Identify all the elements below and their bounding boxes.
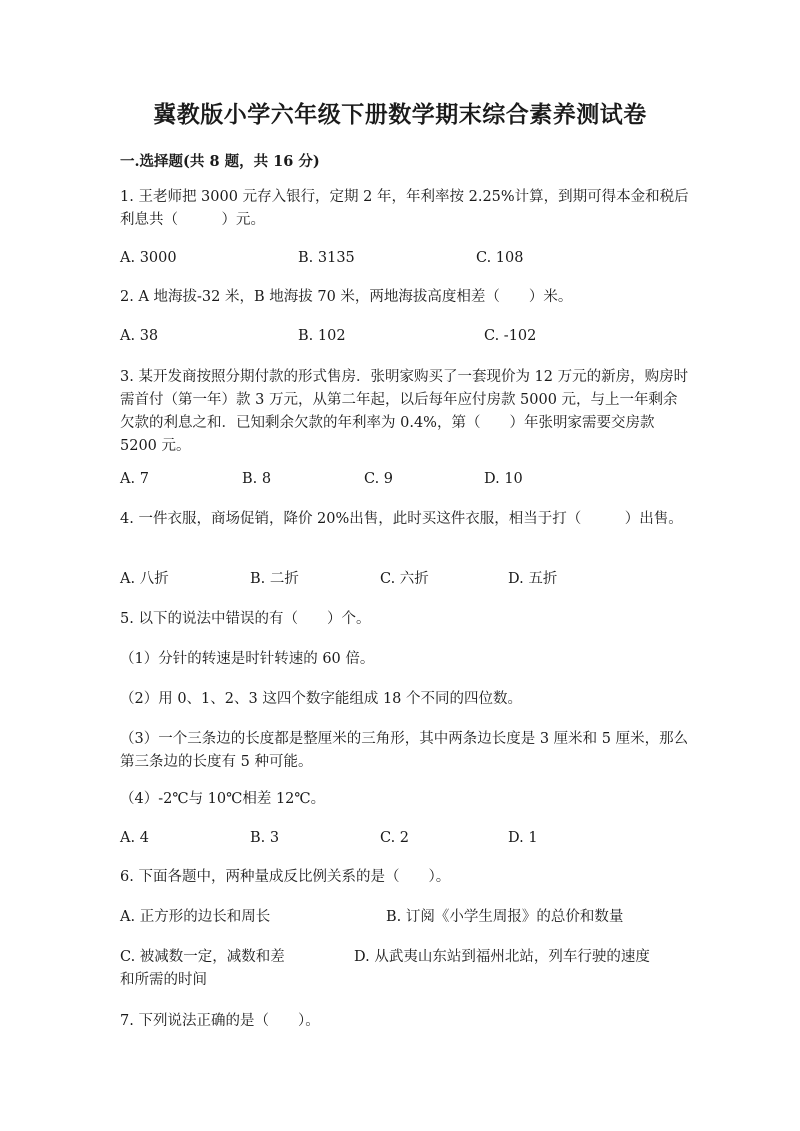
q1-option-b: B. 3135 [298, 250, 355, 266]
q6-option-d-line2: 和所需的时间 [120, 972, 207, 988]
q1-option-c: C. 108 [476, 250, 524, 266]
q3-option-d: D. 10 [484, 471, 523, 487]
q5-statement-2: （2）用 0、1、2、3 这四个数字能组成 18 个不同的四位数。 [120, 691, 523, 707]
q6-option-d-line1: D. 从武夷山东站到福州北站，列车行驶的速度 [354, 949, 650, 965]
question-7-stem: 7. 下列说法正确的是（ ）。 [120, 1013, 320, 1029]
question-4-stem: 4. 一件衣服，商场促销，降价 20%出售，此时买这件衣服，相当于打（ ）出售。 [120, 511, 683, 527]
q2-option-c: C. -102 [484, 328, 537, 344]
q3-option-a: A. 7 [120, 471, 149, 487]
question-3-stem: 3. 某开发商按照分期付款的形式售房．张明家购买了一套现价为 12 万元的新房，购房时需首付（第一年）款 3 万元，从第二年起，以后每年应付房款 5000 元，与上一年剩余欠款的利息之和．已知剩余欠款的年利率为 0.4%，第（ ）年张明家需要交房款 5200 元。 [120, 369, 689, 454]
q4-option-a: A. 八折 [120, 571, 169, 587]
q5-option-a: A. 4 [120, 830, 149, 846]
question-1-stem: 1. 王老师把 3000 元存入银行，定期 2 年，年利率按 2.25%计算，到期可得本金和税后利息共（ ）元。 [120, 189, 689, 228]
q6-option-b: B. 订阅《小学生周报》的总价和数量 [386, 909, 624, 925]
q5-option-d: D. 1 [508, 830, 538, 846]
q4-option-b: B. 二折 [250, 571, 299, 587]
q4-option-d: D. 五折 [508, 571, 558, 587]
q4-option-c: C. 六折 [380, 571, 429, 587]
question-2-stem: 2. A 地海拔-32 米，B 地海拔 70 米，两地海拔高度相差（ ）米。 [120, 289, 573, 305]
q3-option-c: C. 9 [364, 471, 394, 487]
question-5-stem: 5. 以下的说法中错误的有（ ）个。 [120, 611, 371, 627]
exam-title: 冀教版小学六年级下册数学期末综合素养测试卷 [153, 101, 647, 128]
q2-option-a: A. 38 [120, 328, 159, 344]
q3-option-b: B. 8 [242, 471, 272, 487]
q6-option-a: A. 正方形的边长和周长 [120, 909, 271, 925]
q5-option-b: B. 3 [250, 830, 280, 846]
section-heading: 一.选择题(共 8 题，共 16 分) [120, 153, 320, 170]
q5-option-c: C. 2 [380, 830, 410, 846]
q1-option-a: A. 3000 [120, 250, 177, 266]
q2-option-b: B. 102 [298, 328, 346, 344]
q5-statement-4: （4）-2℃与 10℃相差 12℃。 [120, 791, 326, 807]
q5-statement-1: （1）分针的转速是时针转速的 60 倍。 [120, 651, 375, 667]
q5-statement-3: （3）一个三条边的长度都是整厘米的三角形，其中两条边长度是 3 厘米和 5 厘米，那么第三条边的长度有 5 种可能。 [120, 731, 689, 770]
question-6-stem: 6. 下面各题中，两种量成反比例关系的是（ ）。 [120, 869, 451, 885]
q6-option-c: C. 被减数一定，减数和差 [120, 949, 285, 965]
